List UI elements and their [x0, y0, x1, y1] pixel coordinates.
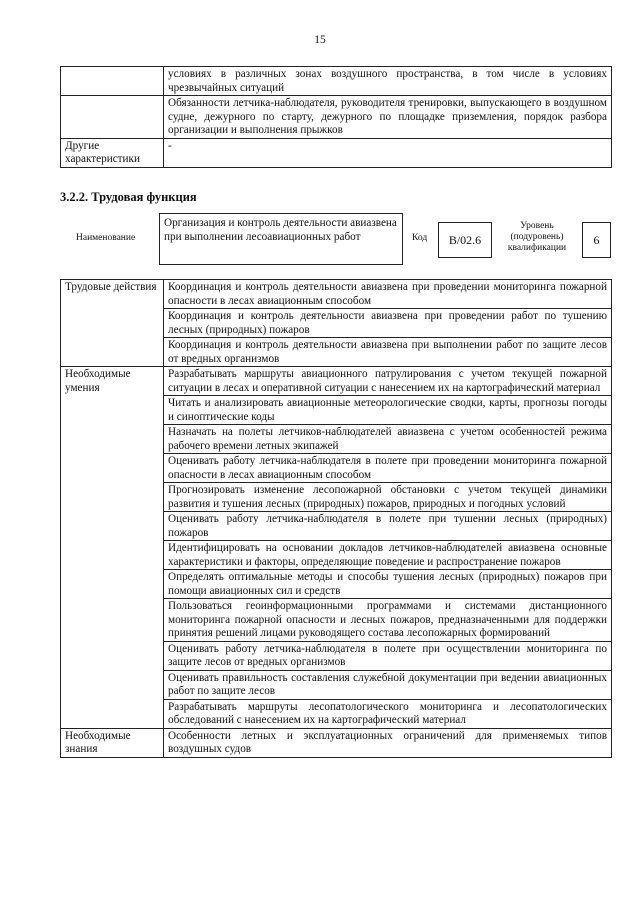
group-item: Особенности летных и эксплуатационных ограничений для применяемых типов воздушных судов — [164, 728, 612, 757]
group-item: Разрабатывать маршруты авиационного патрулирования с учетом текущей пожарной ситуации в лесах и оперативной ситуации с нанесением их на картографический материал — [164, 367, 612, 396]
row-text: условиях в различных зонах воздушного пространства, в том числе в условиях чрезвычайных ситуаций — [164, 67, 612, 96]
table-row — [61, 96, 612, 139]
table-row — [61, 367, 612, 396]
page-number: 15 — [314, 34, 326, 46]
group-item: Координация и контроль деятельности авиазвена при выполнении работ по защите лесов от вредных организмов — [164, 338, 612, 367]
group-item: Идентифицировать на основании докладов летчиков-наблюдателей авиазвена основные характеристики и факторы, определяющие поведение и распространение пожаров — [164, 541, 612, 570]
row-label — [61, 96, 164, 139]
row-text: Обязанности летчика-наблюдателя, руководителя тренировки, выпускающего в воздушном судне, дежурного по старту, дежурного по площадке приземления, порядок разбора организации и выполнения прыжков — [164, 96, 612, 139]
group-item: Читать и анализировать авиационные метеорологические сводки, карты, прогнозы погоды и синоптические коды — [164, 396, 612, 425]
section-title: 3.2.2. Трудовая функция — [60, 190, 197, 204]
level-box: 6 — [582, 222, 611, 258]
row-label: Другие характеристики — [61, 138, 164, 167]
table-row — [61, 728, 612, 757]
labor-function-table — [60, 279, 612, 758]
group-item: Оценивать работу летчика-наблюдателя в полете при проведении мониторинга пожарной опасности в лесах авиационным способом — [164, 454, 612, 483]
code-box: B/02.6 — [438, 222, 492, 258]
function-header — [60, 213, 611, 265]
group-item: Координация и контроль деятельности авиазвена при проведении работ по тушению лесных (природных) пожаров — [164, 309, 612, 338]
row-text: - — [164, 138, 612, 167]
table-row — [61, 138, 612, 167]
code-label: Код — [412, 233, 428, 243]
name-label: Наименование — [76, 233, 136, 243]
group-item: Разрабатывать маршруты лесопатологического мониторинга и лесопатологических обследований с нанесением их на картографический материал — [164, 699, 612, 728]
group-item: Оценивать работу летчика-наблюдателя в полете при осуществлении мониторинга по защите лесов от вредных организмов — [164, 641, 612, 670]
previous-function-table — [60, 66, 612, 168]
table-row — [61, 67, 612, 96]
group-item: Прогнозировать изменение лесопожарной обстановки с учетом текущей динамики развития и тушения лесных (природных) пожаров, природных и погодных условий — [164, 483, 612, 512]
group-label: Необходимые знания — [61, 728, 164, 757]
group-item: Определять оптимальные методы и способы тушения лесных (природных) пожаров при помощи авиационных сил и средств — [164, 570, 612, 599]
group-item: Оценивать работу летчика-наблюдателя в полете при тушении лесных (природных) пожаров — [164, 512, 612, 541]
group-label: Необходимые умения — [61, 367, 164, 729]
group-label: Трудовые действия — [61, 280, 164, 367]
group-item: Назначать на полеты летчиков-наблюдателей авиазвена с учетом особенностей режима рабочего времени летных экипажей — [164, 425, 612, 454]
level-label: Уровень (подуровень) квалификации — [507, 221, 567, 253]
group-item: Оценивать правильность составления служебной документации при ведении авиационных работ по защите лесов — [164, 670, 612, 699]
group-item: Пользоваться геоинформационными программами и системами дистанционного мониторинга пожарной опасности и лесных пожаров, предназначенными для поддержки принятия решений лицами руководящего состава лесопожарных формирований — [164, 599, 612, 642]
group-item: Координация и контроль деятельности авиазвена при проведении мониторинга пожарной опасности в лесах авиационным способом — [164, 280, 612, 309]
function-name-box: Организация и контроль деятельности авиазвена при выполнении лесоавиационных работ — [159, 213, 403, 265]
row-label — [61, 67, 164, 96]
table-row — [61, 280, 612, 309]
